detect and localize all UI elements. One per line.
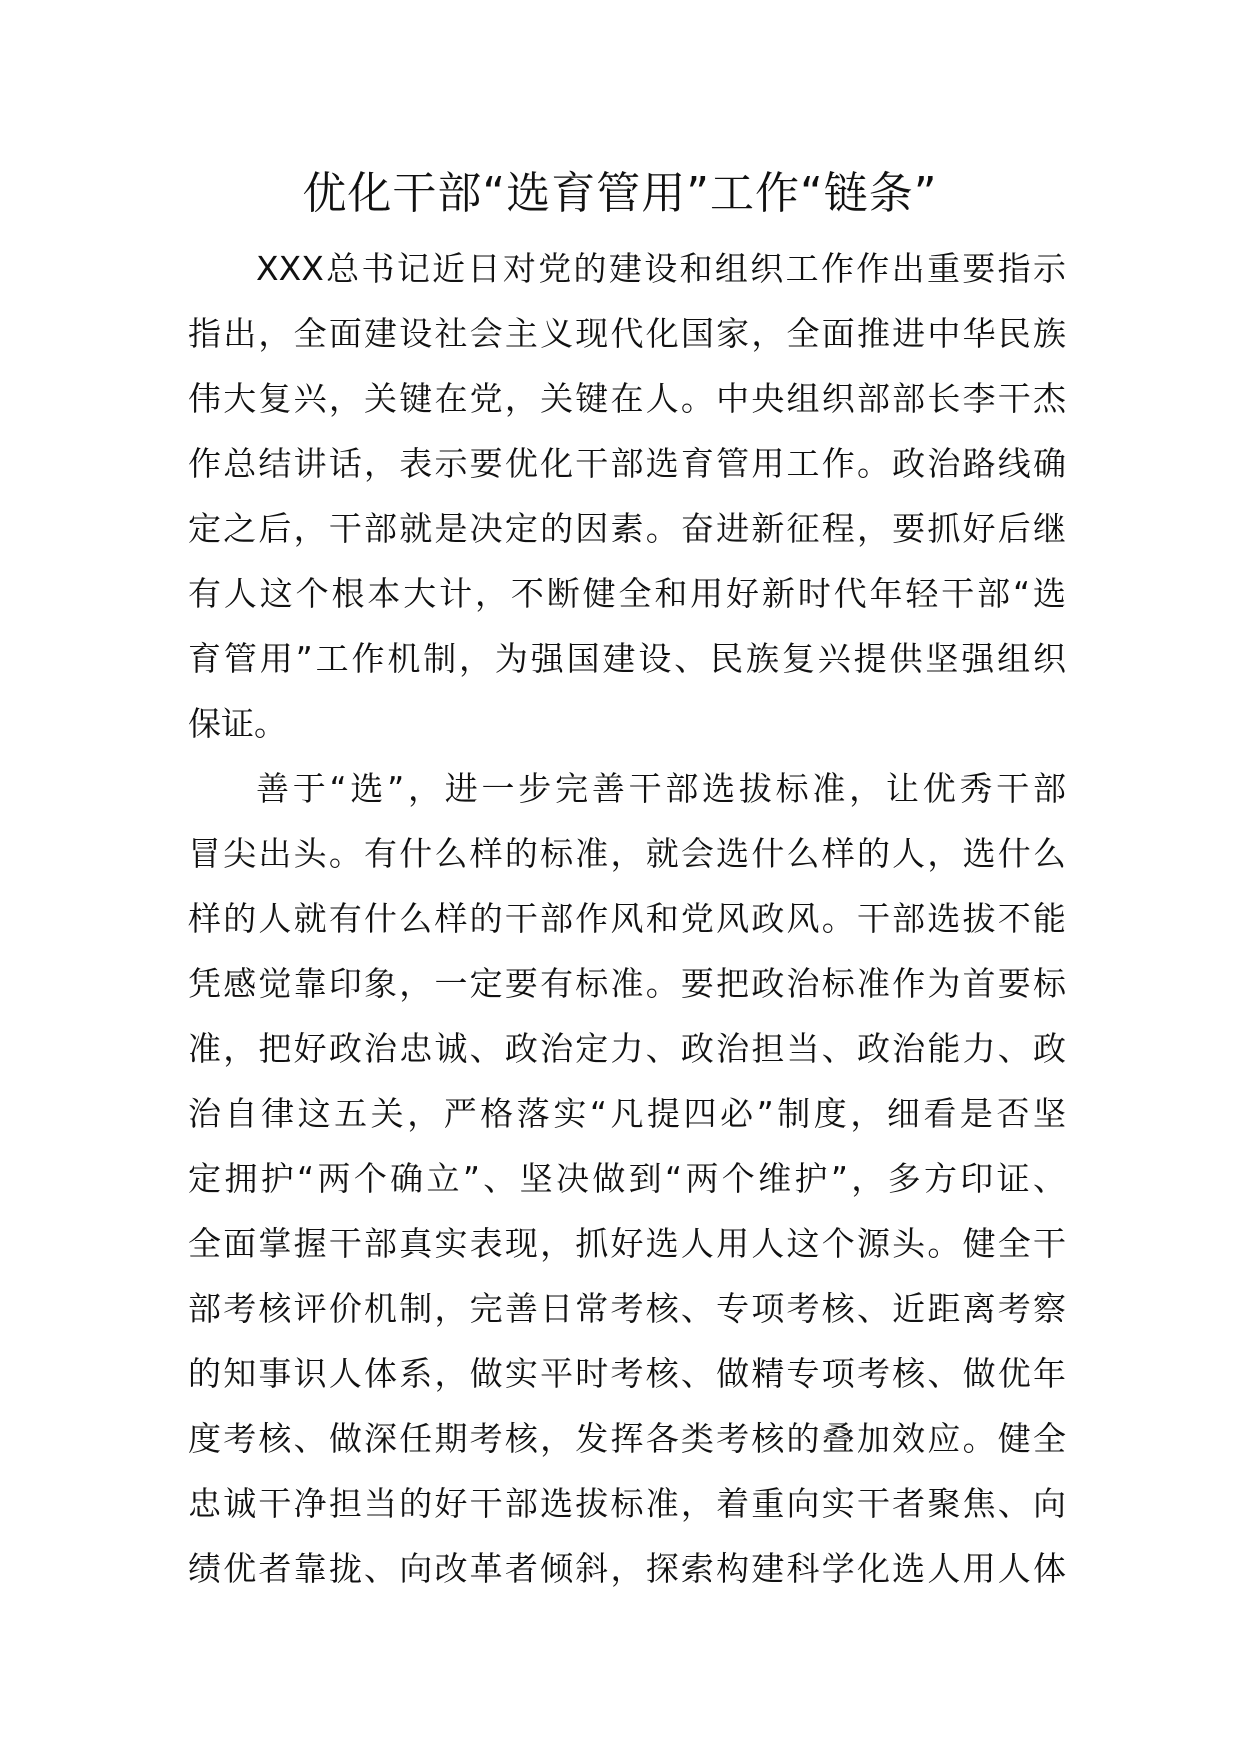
paragraph-line: 指出，全面建设社会主义现代化国家，全面推进中华民族 bbox=[188, 314, 1066, 353]
paragraph-line: 全面掌握干部真实表现，抓好选人用人这个源头。健全干 bbox=[188, 1224, 1066, 1263]
paragraph-line: 保证。 bbox=[188, 704, 287, 743]
paragraph-line: 绩优者靠拢、向改革者倾斜，探索构建科学化选人用人体 bbox=[188, 1549, 1066, 1588]
paragraph-line: 样的人就有什么样的干部作风和党风政风。干部选拔不能 bbox=[188, 899, 1066, 938]
paragraph-line: 准，把好政治忠诚、政治定力、政治担当、政治能力、政 bbox=[188, 1029, 1066, 1068]
paragraph-line: 冒尖出头。有什么样的标准，就会选什么样的人，选什么 bbox=[188, 834, 1066, 873]
paragraph-line: 有人这个根本大计，不断健全和用好新时代年轻干部“选 bbox=[188, 574, 1066, 613]
paragraph-line: 定之后，干部就是决定的因素。奋进新征程，要抓好后继 bbox=[188, 509, 1066, 548]
paragraph-line: 育管用”工作机制，为强国建设、民族复兴提供坚强组织 bbox=[188, 639, 1066, 678]
paragraph-line: 的知事识人体系，做实平时考核、做精专项考核、做优年 bbox=[188, 1354, 1066, 1393]
paragraph-line: 定拥护“两个确立”、坚决做到“两个维护”，多方印证、 bbox=[188, 1159, 1066, 1198]
paragraph-line: 伟大复兴，关键在党，关键在人。中央组织部部长李干杰 bbox=[188, 379, 1066, 418]
paragraph-line: 部考核评价机制，完善日常考核、专项考核、近距离考察 bbox=[188, 1289, 1066, 1328]
paragraph-line: 作总结讲话，表示要优化干部选育管用工作。政治路线确 bbox=[188, 444, 1066, 483]
paragraph-line: XXX总书记近日对党的建设和组织工作作出重要指示 bbox=[256, 249, 1066, 288]
paragraph-line: 度考核、做深任期考核，发挥各类考核的叠加效应。健全 bbox=[188, 1419, 1066, 1458]
document-title: 优化干部“选育管用”工作“链条” bbox=[302, 168, 938, 219]
paragraph-line: 凭感觉靠印象，一定要有标准。要把政治标准作为首要标 bbox=[188, 964, 1066, 1003]
paragraph-line: 治自律这五关，严格落实“凡提四必”制度，细看是否坚 bbox=[188, 1094, 1066, 1133]
document-body bbox=[188, 236, 1066, 1601]
paragraph-line: 善于“选”，进一步完善干部选拔标准，让优秀干部 bbox=[256, 769, 1066, 808]
paragraph-2 bbox=[188, 756, 1066, 1601]
paragraph-line: 忠诚干净担当的好干部选拔标准，着重向实干者聚焦、向 bbox=[188, 1484, 1066, 1523]
paragraph-1 bbox=[188, 236, 1066, 756]
